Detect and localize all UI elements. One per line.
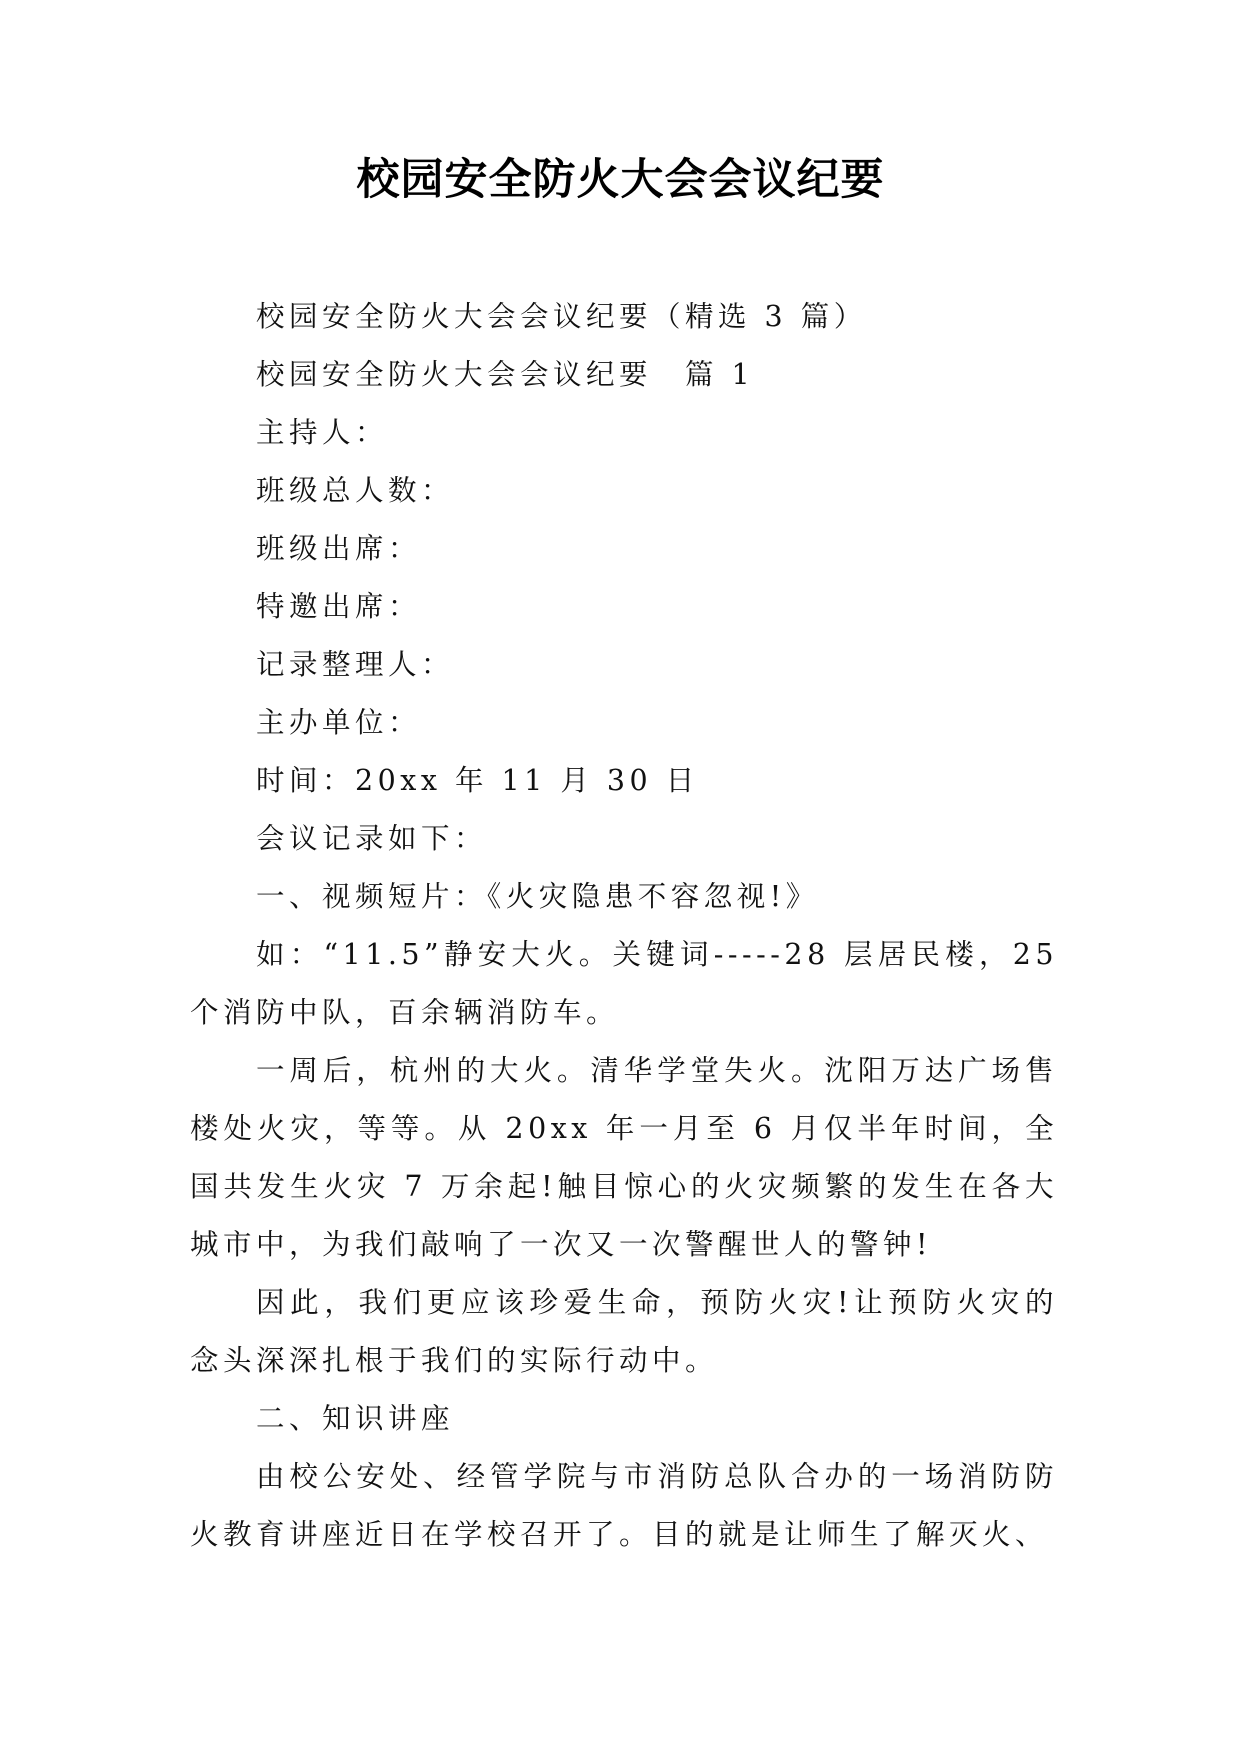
class-attend-field: 班级出席： — [256, 532, 422, 565]
organizer-field: 主办单位： — [256, 706, 422, 739]
paragraph-fire-statistics: 一周后，杭州的大火。清华学堂失火。沈阳万达广场售楼处火灾，等等。从 20xx 年一月至 6 月仅半年时间，全国共发生火灾 7 万余起!触目惊心的火灾频繁的发生在各大城市中，为我们敲响了一次又一次警醒世人的警钟! — [190, 1054, 1058, 1261]
section-heading-lecture: 二、知识讲座 — [256, 1402, 455, 1435]
paragraph-prevention: 因此，我们更应该珍爱生命，预防火灾!让预防火灾的念头深深扎根于我们的实际行动中。 — [190, 1286, 1058, 1377]
part-heading: 校园安全防火大会会议纪要 篇 1 — [256, 358, 755, 391]
time-field: 时间：20xx 年 11 月 30 日 — [256, 764, 699, 797]
class-total-field: 班级总人数： — [256, 474, 455, 507]
document-title: 校园安全防火大会会议纪要 — [356, 155, 885, 205]
host-field: 主持人： — [256, 416, 389, 449]
minutes-intro: 会议记录如下： — [256, 822, 488, 855]
subtitle-line: 校园安全防火大会会议纪要（精选 3 篇） — [256, 300, 867, 333]
section-heading-video: 一、视频短片：《火灾隐患不容忽视!》 — [256, 880, 819, 913]
recorder-field: 记录整理人： — [256, 648, 455, 681]
document-body — [190, 288, 1058, 1564]
paragraph-example-fire: 如：“11.5”静安大火。关键词-----28 层居民楼，25 个消防中队，百余辆消防车。 — [190, 938, 1058, 1029]
special-attend-field: 特邀出席： — [256, 590, 422, 623]
paragraph-lecture: 由校公安处、经管学院与市消防总队合办的一场消防防火教育讲座近日在学校召开了。目的就是让师生了解灭火、 — [190, 1460, 1058, 1551]
